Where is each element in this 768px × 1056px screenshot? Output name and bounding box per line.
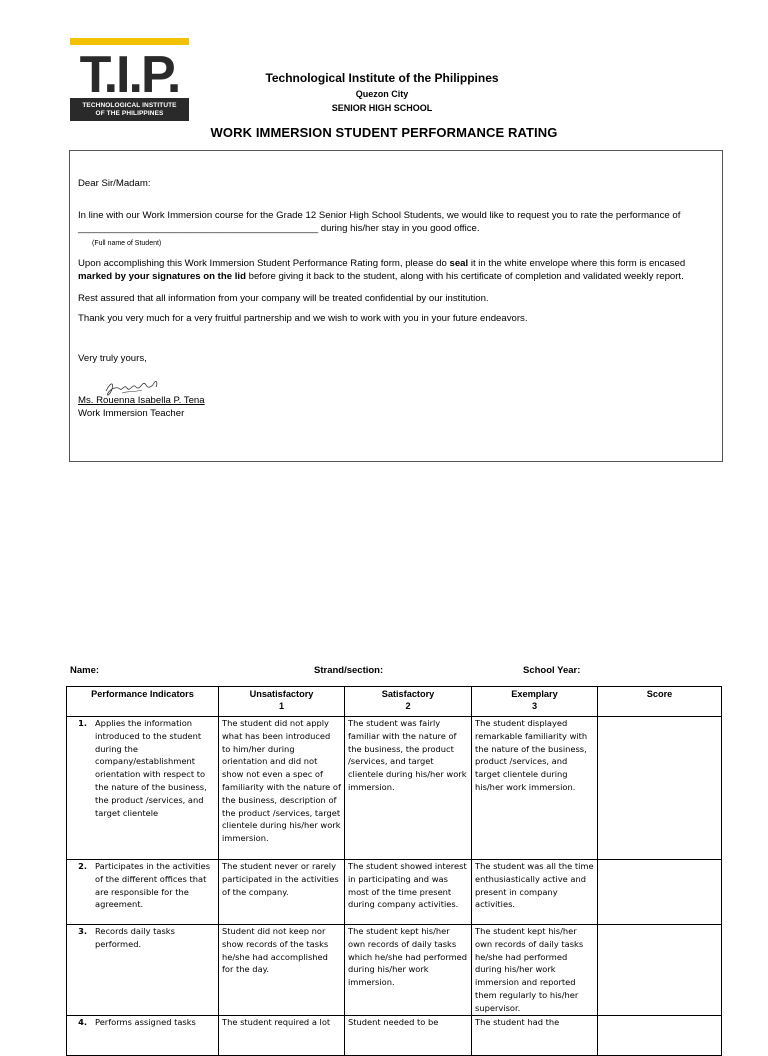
full-name-hint: (Full name of Student) (92, 240, 162, 247)
logo-caption: TECHNOLOGICAL INSTITUTE OF THE PHILIPPINES (70, 98, 189, 121)
unsatisfactory-cell: The student required a lot (219, 1015, 345, 1055)
score-cell[interactable] (598, 925, 722, 1016)
table-row (67, 925, 722, 1016)
exemplary-cell: The student displayed remarkable familiarity with the nature of the business, product /services, and target clientele during his/her work immersion. (472, 717, 598, 860)
satisfactory-cell: The student showed interest in participating and was most of the time present during company activities. (345, 860, 472, 925)
school-level: SENIOR HIGH SCHOOL (331, 103, 433, 113)
unsatisfactory-cell: Student did not keep nor show records of the tasks he/she had accomplished for the day. (219, 925, 345, 1016)
satisfactory-cell: The student kept his/her own records of daily tasks which he/she had performed during his/her work immersion. (345, 925, 472, 1016)
unsatisfactory-cell: The student did not apply what has been introduced to him/her during orientation and did not show not even a spec of familiarity with the nature of the business, description of the product /services, target clientele during his/her work immersion. (219, 717, 345, 860)
letter-box (69, 150, 723, 462)
confidentiality-note: Rest assured that all information from your company will be treated confidential by our institution. (78, 293, 489, 304)
instructions-paragraph: Upon accomplishing this Work Immersion Student Performance Rating form, please do seal it in the white envelope where this form is encased marked by your signatures on the lid before giving it back to the student, along with his certificate of completion and validated weekly report. (78, 258, 686, 282)
col-header: Satisfactory 2 (345, 687, 472, 717)
indicator-cell: 2. Participates in the activities of the different offices that are responsible for the agreement. (67, 860, 219, 925)
score-cell[interactable] (598, 717, 722, 860)
strand-label[interactable]: Strand/section: (314, 665, 384, 676)
satisfactory-cell: Student needed to be (345, 1015, 472, 1055)
table-row (67, 860, 722, 925)
logo-yellow-bar (70, 38, 189, 45)
indicator-cell: 3. Records daily tasks performed. (67, 925, 219, 1016)
student-name-blank[interactable]: _____________________________________________ (78, 223, 319, 234)
rating-table (66, 686, 722, 1056)
city: Quezon City (355, 89, 409, 99)
unsatisfactory-cell: The student never or rarely participated in the activities of the company. (219, 860, 345, 925)
indicator-cell: 4. Performs assigned tasks (67, 1015, 219, 1055)
score-cell[interactable] (598, 860, 722, 925)
col-header: Unsatisfactory 1 (219, 687, 345, 717)
table-header-row (67, 687, 722, 717)
signatory-name: Ms. Rouenna Isabella P. Tena (78, 395, 205, 406)
table-row (67, 1015, 722, 1055)
school-year-label[interactable]: School Year: (523, 665, 581, 676)
col-header: Exemplary 3 (472, 687, 598, 717)
exemplary-cell: The student was all the time enthusiastically active and present in company activities. (472, 860, 598, 925)
svg-text:T.I.P.: T.I.P. (79, 48, 180, 98)
signatory-role: Work Immersion Teacher (78, 408, 185, 419)
exemplary-cell: The student had the (472, 1015, 598, 1055)
intro-line-1: In line with our Work Immersion course for the Grade 12 Senior High School Students, we would like to request you to rate the performance of (78, 210, 681, 221)
closing: Very truly yours, (78, 353, 147, 364)
score-cell[interactable] (598, 1015, 722, 1055)
salutation: Dear Sir/Madam: (78, 178, 151, 189)
table-row (67, 717, 722, 860)
satisfactory-cell: The student was fairly familiar with the nature of the business, the product /services, and target clientele during his/her work immersion. (345, 717, 472, 860)
page-title: WORK IMMERSION STUDENT PERFORMANCE RATING (210, 125, 558, 140)
institution-name: Technological Institute of the Philippines (265, 71, 499, 85)
name-label[interactable]: Name: (70, 665, 100, 676)
indicator-cell: 1. Applies the information introduced to the student during the company/establishment orientation with respect to the nature of the business, the product /services, and target clientele (67, 717, 219, 860)
student-fields (0, 665, 768, 679)
exemplary-cell: The student kept his/her own records of daily tasks he/she had performed during his/her work immersion and reported them regularly to his/her supervisor. (472, 925, 598, 1016)
thanks-note: Thank you very much for a very fruitful partnership and we wish to work with you in your future endeavors. (78, 313, 528, 324)
intro-line-2: _____________________________________________ during his/her stay in you good office. (78, 223, 480, 234)
col-header: Performance Indicators (67, 687, 219, 717)
col-header: Score (598, 687, 722, 717)
